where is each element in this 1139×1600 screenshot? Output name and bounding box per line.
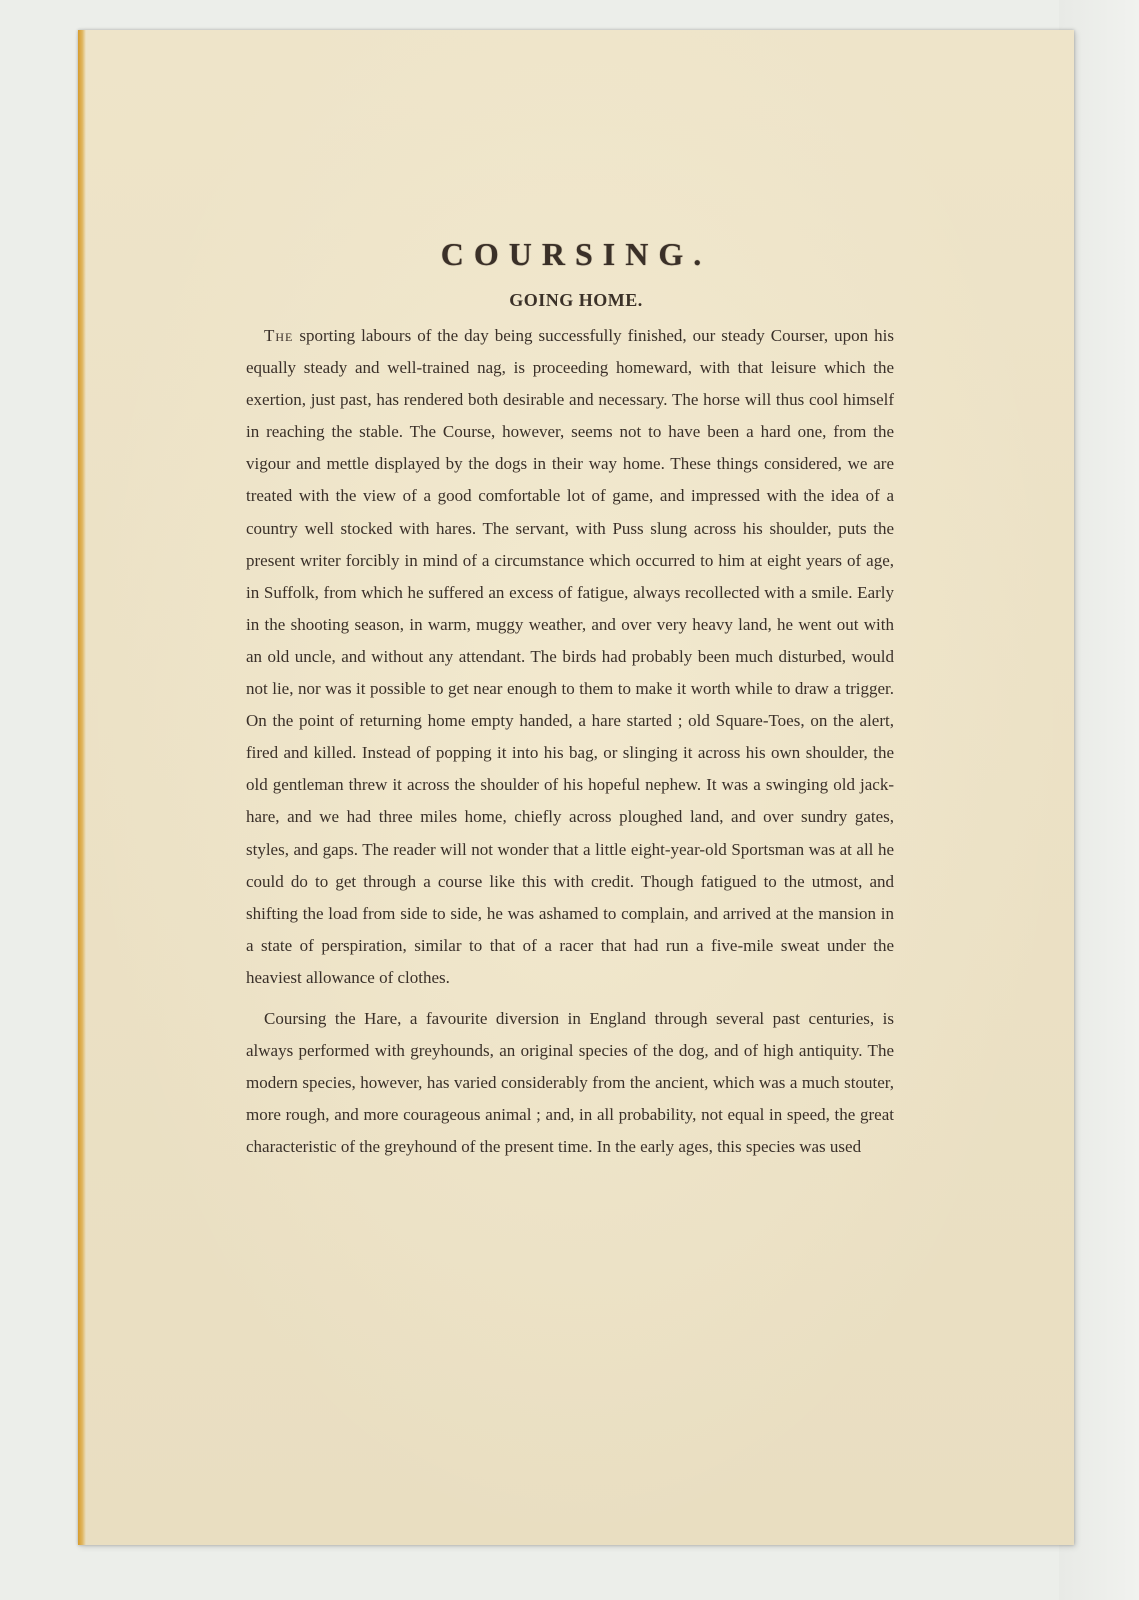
paragraph-2: Coursing the Hare, a favourite diversion in England through several past centuries, is always performed with greyhounds, an original species of the dog, and of high antiquity. The modern species, however, has varied considerably from the ancient, which was a much stouter, more rough, and more courageous animal ; and, in all probability, not equal in speed, the great characteristic of the greyhound of the present time. In the early ages, this species was used — [246, 1008, 894, 1157]
body-text — [246, 320, 894, 1163]
paragraph-1-text: sporting labours of the day being successfully finished, our steady Courser, upon his equally steady and well-trained nag, is proceeding homeward, with that leisure which the exertion, just past, has rendered both desirable and necessary. The horse will thus cool himself in reaching the stable. The Course, however, seems not to have been a hard one, from the vigour and mettle displayed by the dogs in their way home. These things considered, we are treated with the view of a good comfortable lot of game, and impressed with the idea of a country well stocked with hares. The servant, with Puss slung across his shoulder, puts the present writer forcibly in mind of a circumstance which occurred to him at eight years of age, in Suffolk, from which he suffered an excess of fatigue, always recollected with a smile. Early in the shooting season, in warm, muggy weather, and over very heavy land, he went out with an old uncle, and without any attendant. The birds had probably been much disturbed, would not lie, nor was it possible to get near enough to them to make it worth while to draw a trigger. On the point of returning home empty handed, a hare started ; old Square-Toes, on the alert, fired and killed. Instead of popping it into his bag, or slinging it across his own shoulder, the old gentleman threw it across the shoulder of his hopeful nephew. It was a swinging old jack-hare, and we had three miles home, chiefly across ploughed land, and over sundry gates, styles, and gaps. The reader will not wonder that a little eight-year-old Sportsman was at all he could do to get through a course like this with credit. Though fatigued to the utmost, and shifting the load from side to side, he was ashamed to complain, and arrived at the mansion in a state of perspiration, similar to that of a racer that had run a five-mile sweat under the heaviest allowance of clothes. — [246, 326, 894, 987]
printed-page — [78, 30, 1074, 1545]
page-subtitle: GOING HOME. — [509, 290, 643, 310]
paragraph-1 — [246, 320, 894, 994]
page-title: COURSING. — [440, 236, 712, 272]
paragraph-1-lead: The — [264, 326, 294, 345]
